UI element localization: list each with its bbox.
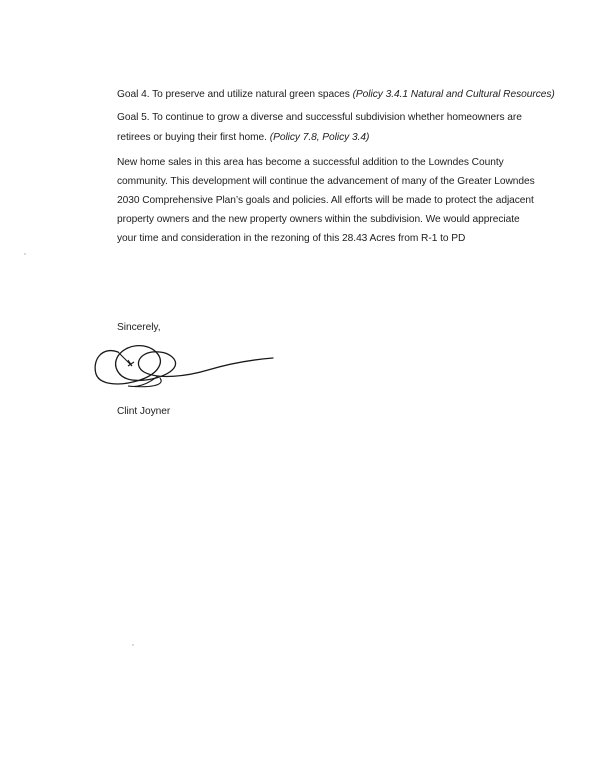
goal-4-text: Goal 4. To preserve and utilize natural green spaces <box>117 89 353 100</box>
closing: Sincerely, <box>117 322 161 333</box>
handwritten-signature <box>88 340 278 392</box>
goal-4-policy: (Policy 3.4.1 Natural and Cultural Resources) <box>352 89 555 100</box>
body-paragraph-line: property owners and the new property owners within the subdivision. We would appreciate <box>117 214 520 225</box>
body-paragraph-line: 2030 Comprehensive Plan’s goals and policies. All efforts will be made to protect the adjacent <box>117 195 534 206</box>
scan-speck <box>132 644 134 646</box>
goal-4-line <box>117 89 555 101</box>
body-paragraph-line: your time and consideration in the rezoning of this 28.43 Acres from R-1 to PD <box>117 233 466 244</box>
goal-5-policy: (Policy 7.8, Policy 3.4) <box>269 132 370 143</box>
goal-5-text: retirees or buying their first home. <box>117 132 270 143</box>
goal-5-line-1: Goal 5. To continue to grow a diverse and successful subdivision whether homeowners are <box>117 112 522 123</box>
scan-speck <box>24 253 26 255</box>
body-paragraph-line: New home sales in this area has become a successful addition to the Lowndes County <box>117 157 504 168</box>
signer-name: Clint Joyner <box>117 406 171 417</box>
goal-5-line-2 <box>117 132 369 144</box>
body-paragraph-line: community. This development will continue the advancement of many of the Greater Lowndes <box>117 176 535 187</box>
